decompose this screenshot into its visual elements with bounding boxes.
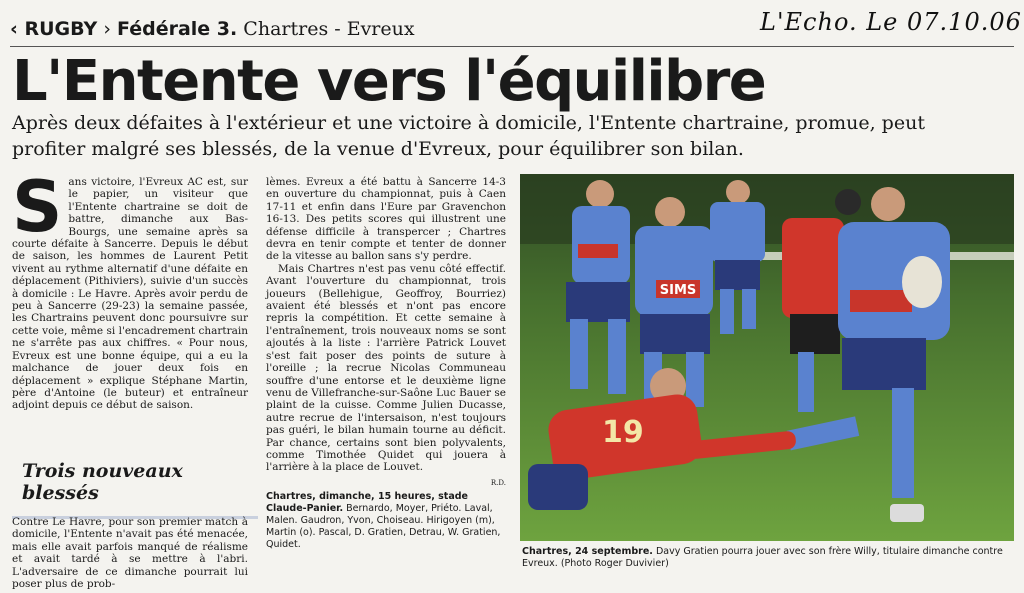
section-kicker — [10, 18, 415, 40]
headline: L'Entente vers l'équilibre — [12, 49, 766, 114]
drop-cap: S — [12, 166, 63, 248]
caption-text: Davy Gratien pourra jouer avec son frère Willy, titulaire dimanche contre Evreux. (Photo Roger Duvivier) — [522, 546, 1003, 569]
photo-caption — [522, 546, 1014, 570]
article-paragraph: ans victoire, l'Evreux AC est, sur le papier, un visiteur que l'Entente chartraine se doit de battre, dimanche aux Bas-Bourgs, une semaine après sa courte défaite à Sancerre. Depuis le début de saison, les hommes de Laurent Petit vivent au rythme alternatif d'une défaite en déplacement (Pithiviers), suivie d'un succès à domicile : Le Havre. Après avoir perdu de peu à Sancerre (29-23) la semaine passée, les Chartrains peuvent donc poursuivre sur cette voie, même si l'encadrement chartrain ne s'arrête pas aux chiffres. « Pour nous, Evreux est une bonne équipe, qui a eu la malchance de jouer deux fois en déplacement » explique Stéphane Martin, père d'Antoine (le buteur) et entraîneur adjoint depuis ce début de saison. — [12, 176, 248, 412]
header-rule — [10, 46, 1014, 47]
handwritten-date-note: L'Echo. Le 07.10.06 — [760, 8, 1022, 36]
caption-lead: Chartres, 24 septembre. — [522, 546, 653, 557]
lineup-lead: Chartres, dimanche, 15 heures, stade Claude-Panier. — [266, 491, 469, 515]
team-lineup — [266, 491, 506, 551]
standfirst: Après deux défaites à l'extérieur et une victoire à domicile, l'Entente chartraine, promue, peut profiter malgré ses blessés, de la venue d'Evreux, pour équilibrer son bilan. — [12, 112, 925, 160]
article-column-1 — [12, 166, 248, 412]
intertitle: Trois nouveaux blessés — [12, 456, 258, 519]
rugby-photo-illustration — [520, 174, 1014, 541]
byline: R.D. — [490, 478, 506, 487]
article-paragraph: Mais Chartres n'est pas venu côté effectif. Avant l'ouverture du championnat, trois joueurs (Bellehigue, Geoffroy, Bourriez) avaient été blessés et n'ont pas encore repris la compétition. Et cette semaine à l'entraînement, trois nouveaux noms se sont ajoutés à la liste : l'arrière Patrick Louvet s'est fait poser des points de suture à l'oreille ; la recrue Nicolas Communeau souffre d'une entorse et le deuxième ligne venu de Villefranche-sur-Saône Luc Bauer se plaint de la cuisse. Comme Julien Ducasse, autre recrue de l'intersaison, n'est toujours pas guéri, le bilan humain tourne au déficit. Par chance, certains sont bien polyvalents, comme Timothée Quidet qui jouera à l'arrière à la place de Louvet. — [266, 262, 506, 474]
jersey-number: 19 — [602, 415, 644, 450]
article-column-2 — [266, 176, 506, 551]
lineup-names: Bernardo, Moyer, Priéto. Laval, Malen. Gaudron, Yvon, Choiseau. Hirigoyen (m), Martin (o). Pascal, D. Gratien, Detrau, W. Gratien, Quidet. — [266, 503, 501, 551]
article-paragraph: lèmes. Evreux a été battu à Sancerre 14-3 en ouverture du championnat, puis à Caen 17-11 et enfin dans l'Eure par Gravenchon 16-13. Des petits scores qui illustrent une défense difficile à transpercer ; Chartres devra en tenir compte et tenter de donner de la vitesse au ballon sans s'y perdre. — [266, 176, 506, 263]
competition-label: Fédérale 3. — [117, 18, 238, 40]
sponsor-text: SIMS — [659, 283, 697, 298]
section-label: ‹ RUGBY — [10, 18, 98, 40]
match-teams: Chartres - Evreux — [243, 18, 415, 40]
kicker-arrow: › — [103, 18, 111, 40]
article-paragraph: Contre Le Havre, pour son premier match à domicile, l'Entente n'avait pas été menacée, mais elle avait parfois manqué de réalisme et avait tardé à se mettre à l'abri. L'adversaire de ce dimanche pourrait lui poser plus de prob- — [12, 516, 248, 591]
rugby-ball — [902, 256, 942, 308]
article-column-1-continued — [12, 516, 248, 590]
match-photo — [520, 174, 1014, 541]
